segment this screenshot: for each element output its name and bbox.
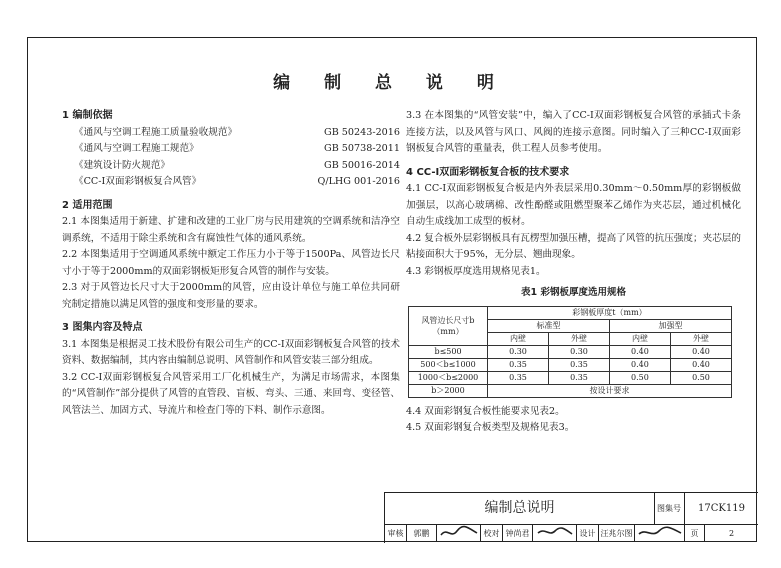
design-name: 汪兆尔图: [599, 525, 635, 542]
check-name: 钟尚君: [503, 525, 533, 542]
paragraph-3-3: 3.3 在本图集的“风管安装”中，编入了CC-I双面彩钢板复合风管的承插式卡条连接方法，以及风管与风口、风阀的连接示意图。同时编入了三种CC-I双面彩钢板复合风管的重量表，供工程人员参考使用。: [406, 110, 741, 154]
reference-item: 《CC-I双面彩钢板复合风管》 Q/LHG 001-2016: [74, 176, 400, 187]
table-row: b≤500 0.30 0.30 0.40 0.40: [409, 345, 732, 358]
check-label: 校对: [481, 525, 503, 542]
atlas-number: 17CK119: [685, 493, 758, 525]
left-column: [62, 108, 400, 419]
review-signature: [437, 525, 481, 542]
table-row: b＞2000 按设计要求: [409, 384, 732, 397]
table-row: 1000＜b≤2000 0.35 0.35 0.50 0.50: [409, 371, 732, 384]
reference-item: 《通风与空调工程施工质量验收规范》 GB 50243-2016: [74, 126, 400, 138]
design-signature: [635, 525, 685, 542]
check-signature: [533, 525, 577, 542]
table-1-caption: 表1 彩钢板厚度选用规格: [521, 287, 626, 298]
reference-item: 《通风与空调工程施工规范》 GB 50738-2011: [74, 143, 400, 154]
outer-wall-header: 外壁: [670, 332, 731, 345]
paragraph-3-1: 3.1 本图集是根据灵工技术股份有限公司生产的CC-I双面彩钢板复合风管的技术资料、数据编制，其内容由编制总说明、风管制作和风管安装三部分组成。: [62, 338, 400, 366]
section-1-heading: 1 编制依据: [62, 110, 113, 121]
review-label: 审核: [385, 525, 407, 542]
reference-item: 《建筑设计防火规范》 GB 50016-2014: [74, 159, 400, 171]
edge-size-header: 风管边长尺寸b （mm）: [409, 306, 488, 345]
section-4-heading: 4 CC-I双面彩钢板复合板的技术要求: [406, 166, 570, 178]
signature-scribble: [439, 525, 479, 539]
reference-list: [62, 125, 400, 191]
page-number: 2: [728, 529, 735, 538]
outer-wall-header: 外壁: [548, 332, 609, 345]
paragraph-2-3: 2.3 对于风管边长尺寸大于2000mm的风管，应由设计单位与施工单位共同研究制定措施以满足风管的强度和变形量的要求。: [62, 282, 400, 310]
section-2-heading: 2 适用范围: [62, 199, 113, 211]
paragraph-2-2: 2.2 本图集适用于空调通风系统中额定工作压力小于等于1500Pa、风管边长尺寸小于等于2000mm的双面彩钢板矩形复合风管的制作与安装。: [62, 249, 400, 277]
paragraph-4-2: 4.2 复合板外层彩钢板具有瓦楞型加强压槽，提高了风管的抗压强度；夹芯层的粘接面积大于95%，无分层、翘曲现象。: [406, 232, 741, 260]
page-label: 页: [685, 525, 705, 542]
drawing-name: 编制总说明: [385, 493, 655, 525]
inner-wall-header: 内壁: [488, 332, 549, 345]
table-row: 500＜b≤1000 0.35 0.35 0.40 0.40: [409, 358, 732, 371]
atlas-label: 图集号: [654, 493, 685, 525]
standard-type-header: 标准型: [488, 319, 610, 332]
thickness-header: 彩钢板厚度t（mm）: [488, 306, 732, 319]
paragraph-4-5: 4.5 双面彩钢复合板类型及规格见表3。: [406, 422, 575, 433]
page-title: 编 制 总 说 明: [273, 73, 508, 93]
paragraph-4-3: 4.3 彩钢板厚度选用规格见表1。: [406, 265, 546, 277]
review-name: 郭鹏: [407, 525, 437, 542]
signature-scribble: [637, 525, 683, 539]
signature-scribble: [535, 525, 575, 539]
inner-wall-header: 内壁: [609, 332, 670, 345]
paragraph-4-4: 4.4 双面彩钢复合板性能要求见表2。: [406, 405, 565, 417]
thickness-table: [408, 306, 732, 398]
paragraph-2-1: 2.1 本图集适用于新建、扩建和改建的工业厂房与民用建筑的空调系统和洁净空调系统，不适用于除尘系统和含有腐蚀性气体的通风系统。: [62, 216, 400, 244]
section-3-heading: 3 图集内容及特点: [62, 322, 143, 333]
design-label: 设计: [577, 525, 599, 542]
right-column: [406, 108, 741, 437]
paragraph-3-2: 3.2 CC-I双面彩钢板复合风管采用工厂化机械生产，为满足市场需求，本图集的“风管制作”部分提供了风管的直管段、盲板、弯头、三通、来回弯、变径管、风管法兰、加固方式、导流片和检查门等的下料、制作示意图。: [62, 371, 400, 416]
reinforced-type-header: 加强型: [609, 319, 731, 332]
signature-row: [385, 525, 758, 542]
paragraph-4-1: 4.1 CC-I双面彩钢板复合板是内外表层采用0.30mm～0.50mm厚的彩钢板做加强层，以高心玻璃棉、改性酚醛或阻燃型聚苯乙烯作为夹芯层，通过机械化自动生成线加工成型的板材。: [406, 183, 741, 227]
title-block: [384, 492, 758, 543]
